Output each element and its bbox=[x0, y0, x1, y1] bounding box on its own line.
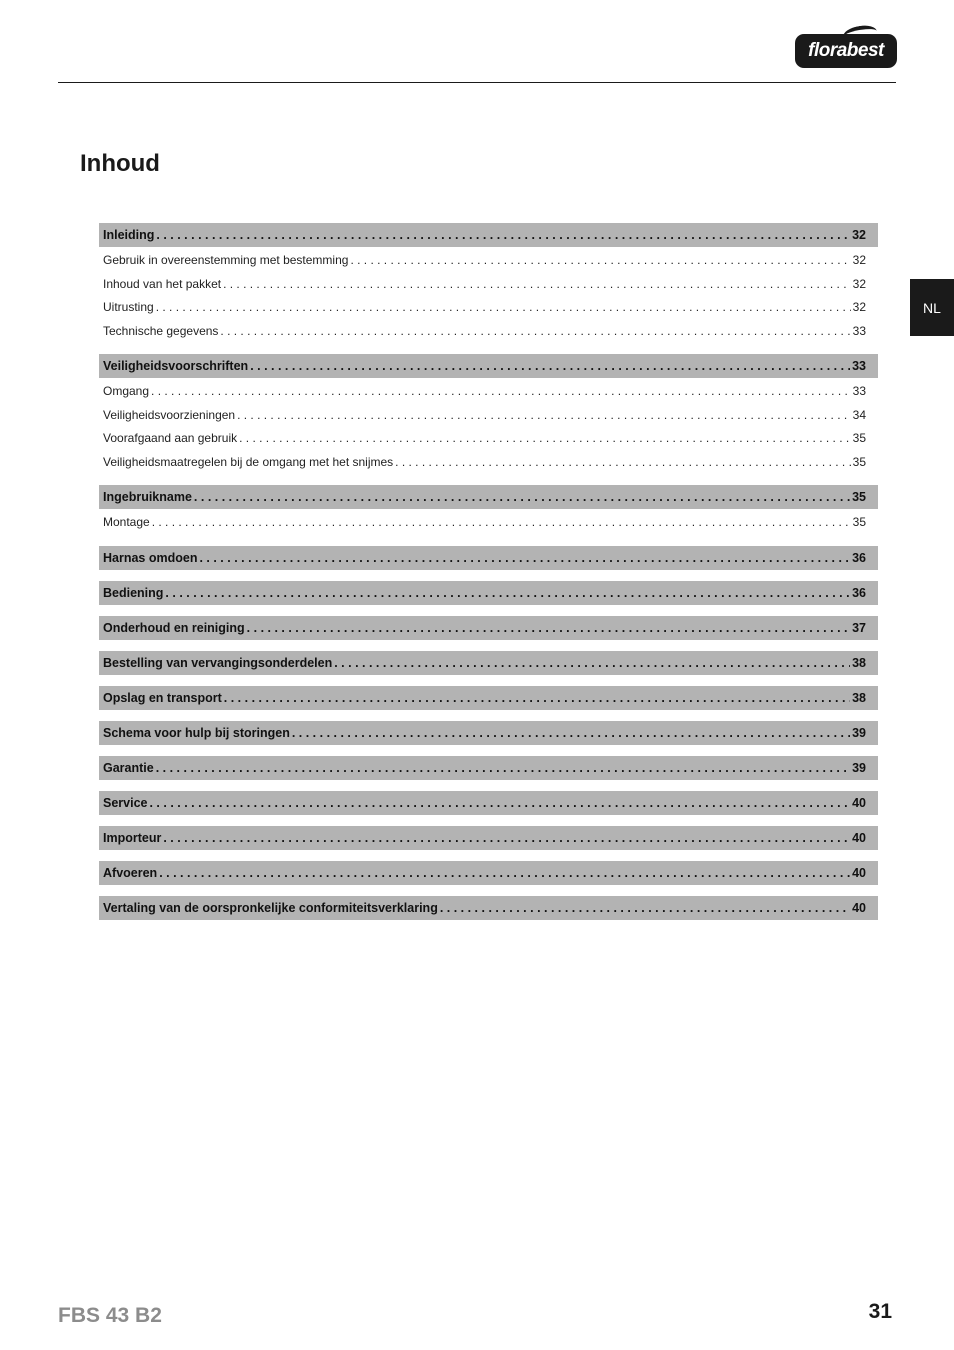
toc-section[interactable] bbox=[99, 826, 878, 850]
toc-section-label: Bestelling van vervangingsonderdelen bbox=[103, 655, 333, 670]
model-number: FBS 43 B2 bbox=[58, 1304, 162, 1327]
toc-subsection[interactable] bbox=[99, 404, 878, 428]
dot-leader bbox=[292, 721, 850, 745]
toc-section-page: 38 bbox=[852, 655, 866, 670]
toc-subsection-page: 33 bbox=[852, 323, 866, 338]
page-number: 31 bbox=[868, 1300, 892, 1323]
toc-section[interactable] bbox=[99, 686, 878, 710]
toc-section-label: Veiligheidsvoorschriften bbox=[103, 359, 249, 373]
toc-section[interactable] bbox=[99, 485, 878, 509]
toc-section[interactable] bbox=[99, 721, 878, 745]
toc-section-label: Harnas omdoen bbox=[103, 550, 198, 565]
toc-section-page: 37 bbox=[852, 620, 866, 635]
toc-section-label: Inleiding bbox=[103, 228, 155, 242]
toc-subsection-label: Montage bbox=[103, 515, 150, 529]
toc-subsection[interactable] bbox=[99, 380, 878, 404]
toc-subsection-page: 35 bbox=[852, 454, 866, 469]
toc-section-page: 39 bbox=[852, 760, 866, 775]
toc-subsection-label: Veiligheidsvoorzieningen bbox=[103, 407, 236, 422]
toc-subsection-label: Veiligheidsmaatregelen bij de omgang met het snijmes bbox=[103, 454, 394, 469]
toc-section-page: 40 bbox=[852, 795, 866, 810]
dot-leader bbox=[151, 380, 851, 404]
toc-subsection[interactable] bbox=[99, 249, 878, 273]
toc-section[interactable] bbox=[99, 546, 878, 570]
dot-leader bbox=[224, 686, 850, 710]
toc-section-page: 35 bbox=[852, 490, 866, 504]
toc-section-label: Onderhoud en reiniging bbox=[103, 620, 245, 635]
dot-leader bbox=[237, 404, 851, 428]
toc-subsection-page: 32 bbox=[852, 253, 866, 267]
logo-text: florabest bbox=[808, 40, 884, 61]
toc-section[interactable] bbox=[99, 581, 878, 605]
toc-subsection[interactable] bbox=[99, 296, 878, 320]
dot-leader bbox=[250, 354, 850, 378]
dot-leader bbox=[156, 223, 850, 247]
toc-section-page: 40 bbox=[852, 865, 866, 880]
florabest-logo bbox=[795, 34, 897, 68]
toc-subsection-page: 32 bbox=[852, 300, 866, 314]
dot-leader bbox=[159, 861, 850, 885]
toc-section-label: Vertaling van de oorspronkelijke conformiteitsverklaring bbox=[103, 900, 438, 915]
dot-leader bbox=[334, 651, 850, 675]
toc-subsection-label: Uitrusting bbox=[103, 300, 154, 314]
toc-section[interactable] bbox=[99, 756, 878, 780]
toc-section-label: Garantie bbox=[103, 760, 154, 775]
toc-subsection[interactable] bbox=[99, 320, 878, 344]
toc-section-label: Bediening bbox=[103, 585, 164, 600]
toc-subsection-page: 32 bbox=[852, 276, 866, 291]
toc-section[interactable] bbox=[99, 861, 878, 885]
toc-subsection-label: Gebruik in overeenstemming met bestemming bbox=[103, 253, 349, 267]
language-tab: NL bbox=[910, 279, 954, 336]
toc-subsection-label: Voorafgaand aan gebruik bbox=[103, 431, 238, 445]
toc-subsection-page: 35 bbox=[852, 515, 866, 529]
dot-leader bbox=[199, 546, 850, 570]
toc-subsection-label: Inhoud van het pakket bbox=[103, 276, 222, 291]
dot-leader bbox=[440, 896, 850, 920]
dot-leader bbox=[395, 451, 850, 475]
dot-leader bbox=[149, 791, 850, 815]
toc-section[interactable] bbox=[99, 896, 878, 920]
toc-section-label: Opslag en transport bbox=[103, 690, 222, 705]
dot-leader bbox=[239, 427, 851, 451]
toc-subsection-page: 33 bbox=[852, 384, 866, 398]
toc-section-page: 40 bbox=[852, 830, 866, 845]
toc-section-label: Importeur bbox=[103, 830, 162, 845]
toc-section[interactable] bbox=[99, 651, 878, 675]
dot-leader bbox=[156, 756, 850, 780]
dot-leader bbox=[163, 826, 850, 850]
dot-leader bbox=[220, 320, 850, 344]
toc-section-label: Afvoeren bbox=[103, 865, 158, 880]
dot-leader bbox=[350, 249, 850, 273]
toc-section-page: 38 bbox=[852, 690, 866, 705]
toc-section-page: 36 bbox=[852, 585, 866, 600]
toc-section-page: 33 bbox=[852, 359, 866, 373]
toc-subsection[interactable] bbox=[99, 273, 878, 297]
header-rule bbox=[58, 82, 896, 83]
dot-leader bbox=[247, 616, 850, 640]
dot-leader bbox=[156, 296, 851, 320]
toc-section-page: 32 bbox=[852, 228, 866, 242]
toc-section-page: 39 bbox=[852, 725, 866, 740]
toc-subsection-label: Technische gegevens bbox=[103, 323, 219, 338]
toc-section[interactable] bbox=[99, 354, 878, 378]
toc-section[interactable] bbox=[99, 791, 878, 815]
toc-subsection-page: 35 bbox=[852, 431, 866, 445]
toc-section-label: Ingebruikname bbox=[103, 490, 192, 504]
dot-leader bbox=[152, 511, 851, 535]
toc-section-page: 40 bbox=[852, 900, 866, 915]
toc-subsection-label: Omgang bbox=[103, 384, 150, 398]
toc-section-label: Schema voor hulp bij storingen bbox=[103, 725, 290, 740]
page-title: Inhoud bbox=[80, 150, 160, 177]
toc-subsection[interactable] bbox=[99, 427, 878, 451]
dot-leader bbox=[194, 485, 850, 509]
toc-subsection-page: 34 bbox=[852, 407, 866, 422]
toc-section-page: 36 bbox=[852, 550, 866, 565]
toc-subsection[interactable] bbox=[99, 511, 878, 535]
toc-subsection[interactable] bbox=[99, 451, 878, 475]
dot-leader bbox=[223, 273, 851, 297]
dot-leader bbox=[165, 581, 850, 605]
toc-section-label: Service bbox=[103, 795, 148, 810]
toc-section[interactable] bbox=[99, 616, 878, 640]
table-of-contents bbox=[99, 223, 878, 920]
toc-section[interactable] bbox=[99, 223, 878, 247]
